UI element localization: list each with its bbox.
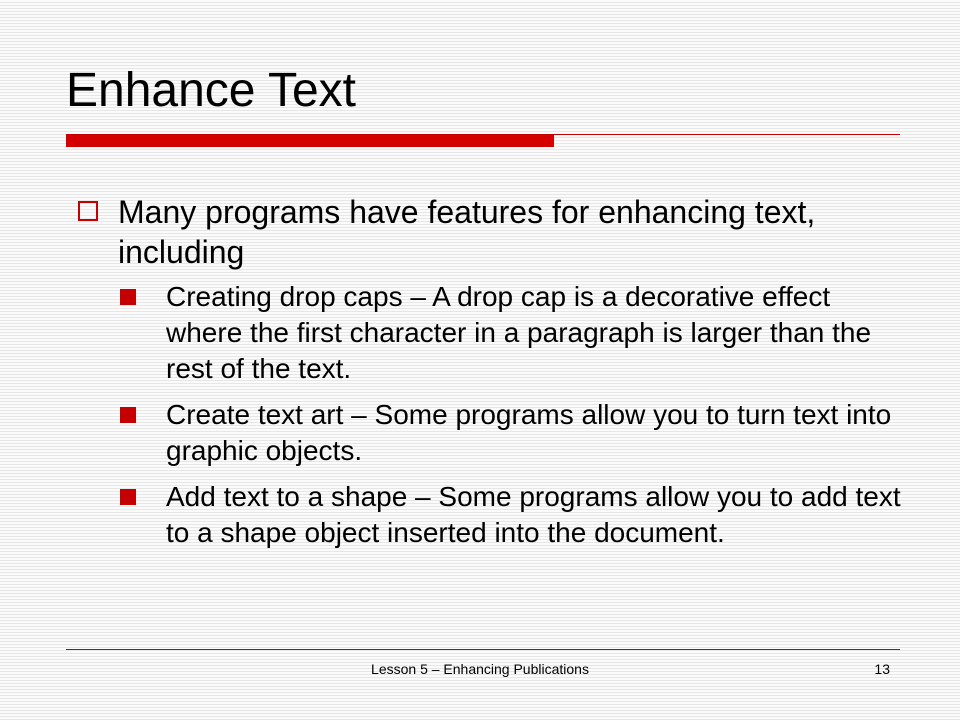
bullet-text: Many programs have features for enhancing text, including: [118, 194, 816, 270]
filled-square-bullet-icon: [120, 289, 136, 305]
hollow-square-bullet-icon: [78, 201, 98, 221]
sub-bullet-text: Add text to a shape – Some programs allow you to add text to a shape object inserted into the document.: [166, 481, 901, 548]
sub-bullet-text: Creating drop caps – A drop cap is a decorative effect where the first character in a paragraph is larger than the rest of the text.: [166, 281, 872, 384]
slide-body: [72, 192, 902, 561]
title-underline-accent-bar: [66, 135, 554, 147]
slide-title: Enhance Text: [66, 64, 356, 117]
footer-lesson-title: Lesson 5 – Enhancing Publications: [371, 661, 589, 677]
filled-square-bullet-icon: [120, 489, 136, 505]
sub-bullet-item: [118, 479, 902, 551]
sub-bullet-list: [118, 279, 902, 551]
footer-divider: [66, 649, 900, 650]
page-number: 13: [874, 661, 890, 677]
sub-bullet-text: Create text art – Some programs allow you to turn text into graphic objects.: [166, 399, 892, 466]
bullet-item: [72, 192, 902, 272]
filled-square-bullet-icon: [120, 407, 136, 423]
sub-bullet-item: [118, 279, 902, 387]
sub-bullet-item: [118, 397, 902, 469]
